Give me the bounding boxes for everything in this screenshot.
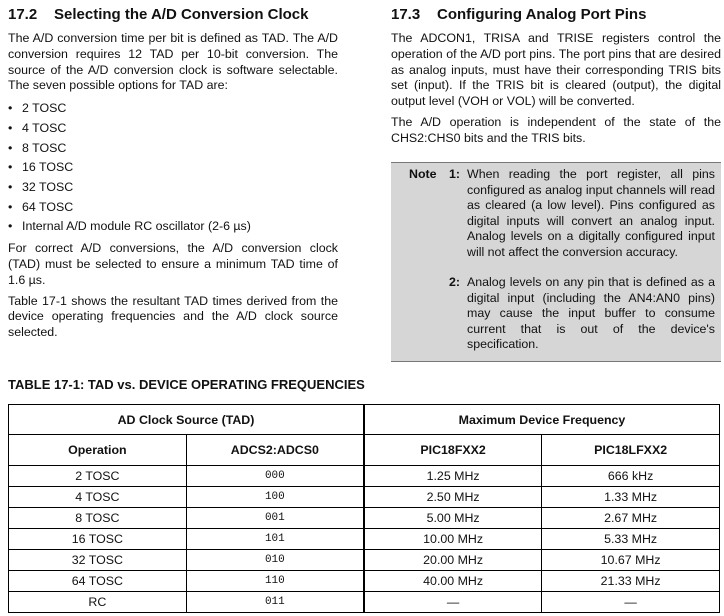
note-number: 2: [449,275,461,289]
table-cell: 8 TOSC [9,508,187,529]
note-number: 1: [449,167,461,181]
column-group-header: Maximum Device Frequency [364,405,720,435]
note-text: Analog levels on any pin that is defined as a digital input (including the AN4:AN0 pins) may cause the input buffer to consume current that is out of the device's specification. [467,275,715,352]
table-cell: 5.00 MHz [364,508,542,529]
section-number: 17.3 [391,6,421,23]
table-group-header [9,405,720,435]
table-cell: 64 TOSC [9,571,187,592]
paragraph: Table 17-1 shows the resultant TAD times derived from the device operating frequencies and the A/D clock source selected. [8,293,338,340]
table-cell: — [364,592,542,613]
clock-options-list [8,99,338,237]
paragraph: The A/D operation is independent of the state of the CHS2:CHS0 bits and the TRIS bits. [391,114,721,145]
table-cell: 001 [186,508,364,529]
section-title: Selecting the A/D Conversion Clock [54,6,309,23]
table-cell: 32 TOSC [9,550,187,571]
table-cell: 2 TOSC [9,466,187,487]
column-header: ADCS2:ADCS0 [186,435,364,466]
section-heading [8,6,338,23]
table-cell: 000 [186,466,364,487]
table-row [9,466,720,487]
table-cell: 10.00 MHz [364,529,542,550]
table-cell: 011 [186,592,364,613]
section-heading [391,6,721,23]
column-header: PIC18FXX2 [364,435,542,466]
table-cell: 4 TOSC [9,487,187,508]
table-row [9,487,720,508]
table-cell: 2.67 MHz [542,508,720,529]
table-cell: 100 [186,487,364,508]
list-item: • 32 TOSC [8,178,338,198]
list-item: • 2 TOSC [8,99,338,119]
list-item: • 8 TOSC [8,139,338,159]
column-group-header: AD Clock Source (TAD) [9,405,365,435]
note-text: When reading the port register, all pins configured as analog input channels will read as cleared (a low level). Pins configured as digital inputs will convert an analog input. Analog levels on a digitally configured input will not affect the conversion accuracy. [467,167,715,259]
table-title: TABLE 17-1: TAD vs. DEVICE OPERATING FREQUENCIES [8,377,365,392]
section-title: Configuring Analog Port Pins [437,6,647,23]
table-cell: 101 [186,529,364,550]
paragraph: For correct A/D conversions, the A/D conversion clock (TAD) must be selected to ensure a minimum TAD time of 1.6 µs. [8,241,338,287]
column-header: PIC18LFXX2 [542,435,720,466]
paragraph: The A/D conversion time per bit is defined as TAD. The A/D conversion requires 12 TAD per 10-bit conversion. The source of the A/D conversion clock is software selectable. The seven possible options for TAD are: [8,31,338,93]
table-header-row [9,435,720,466]
paragraph: The ADCON1, TRISA and TRISE registers control the operation of the A/D port pins. The port pins that are desired as analog inputs, must have their corresponding TRIS bits set (input). If the TRIS bit is cleared (output), the digital output level (VOH or VOL) will be converted. [391,31,721,109]
list-item: • 64 TOSC [8,198,338,218]
column-header: Operation [9,435,187,466]
table-cell: 40.00 MHz [364,571,542,592]
note-label: Note [409,167,437,181]
table-cell: RC [9,592,187,613]
list-item: • Internal A/D module RC oscillator (2-6 µs) [8,217,338,237]
table-cell: 21.33 MHz [542,571,720,592]
table-row [9,529,720,550]
table-row [9,592,720,613]
section-17-3 [391,0,721,152]
table-cell: — [542,592,720,613]
table-cell: 2.50 MHz [364,487,542,508]
list-item: • 16 TOSC [8,158,338,178]
section-17-2 [8,0,338,346]
table-cell: 110 [186,571,364,592]
list-item: • 4 TOSC [8,119,338,139]
table-cell: 10.67 MHz [542,550,720,571]
table-cell: 666 kHz [542,466,720,487]
table-cell: 5.33 MHz [542,529,720,550]
table-row [9,571,720,592]
table-cell: 010 [186,550,364,571]
table-cell: 16 TOSC [9,529,187,550]
table-row [9,550,720,571]
table-cell: 1.33 MHz [542,487,720,508]
section-number: 17.2 [8,6,38,23]
table-cell: 20.00 MHz [364,550,542,571]
note-box [391,162,721,362]
frequency-table [8,404,720,613]
table-row [9,508,720,529]
table-cell: 1.25 MHz [364,466,542,487]
